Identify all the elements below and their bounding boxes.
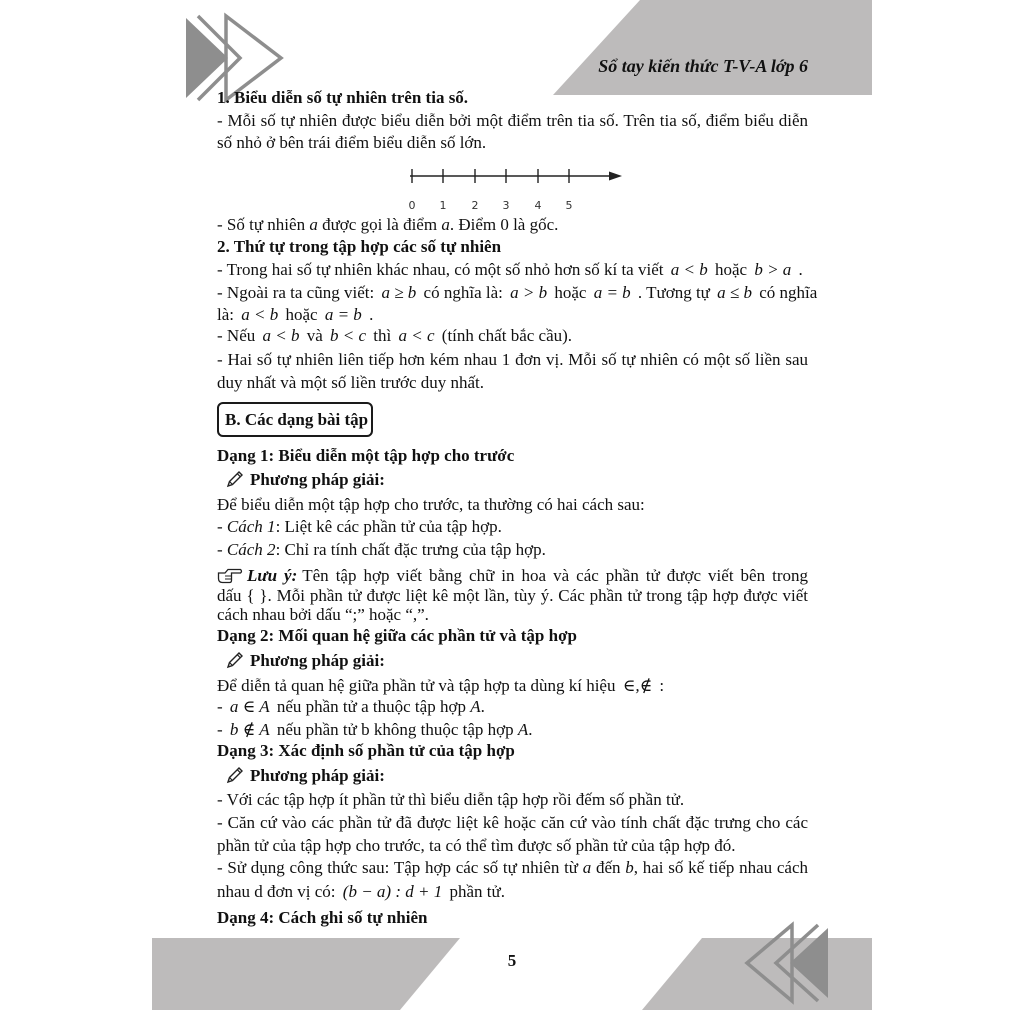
text-segment: : Liệt kê các phần tử của tập hợp. [275,517,502,536]
dang-1-heading: Dạng 1: Biểu diễn một tập hợp cho trước [217,446,515,465]
dang-1-method [226,469,817,491]
pointing-hand-icon [217,566,243,584]
text-segment: - [217,720,227,739]
part-b-title-box [217,402,373,437]
count-formula: (b − a) : d + 1 [342,882,443,901]
text-segment: được gọi là điểm [317,215,442,234]
part-b-title: B. Các dạng bài tập [225,410,369,429]
note-text: Tên tập hợp viết bằng chữ in hoa và các phần tử được viết bên trong [302,566,808,585]
dang-2-line [217,675,808,697]
text-segment: có nghĩa [754,283,818,302]
math-expression: b ∉ A [229,720,270,739]
method-label: Phương pháp giải: [250,470,385,489]
text-segment: . [528,720,533,739]
note-line: cách nhau bởi dấu “;” hoặc “,”. [217,605,429,624]
math-expression: a ≥ b [381,283,417,302]
text-segment: đến [591,858,626,877]
section-1-heading: 1. Biểu diễn số tự nhiên trên tia số. [217,88,469,107]
text-segment: . [794,260,803,279]
number-line-label: 2 [471,199,479,212]
math-expression: b < c [330,326,367,345]
math-variable: b [625,858,634,877]
section-2-line [217,282,818,304]
note-line: dấu { }. Mỗi phần tử được liệt kê một lần, tùy ý. Các phần tử trong tập hợp được viết [217,586,808,605]
text-segment: - Nếu [217,326,260,345]
section-2-heading: 2. Thứ tự trong tập hợp các số tự nhiên [217,237,502,256]
note-line [217,565,808,587]
dang-2-heading: Dạng 2: Mối quan hệ giữa các phần tử và tập hợp [217,626,577,645]
text-segment: hoặc [710,260,752,279]
text-segment: - Số tự nhiên [217,215,310,234]
dang-3-line: - Với các tập hợp ít phần tử thì biểu diễn tập hợp rồi đếm số phần tử. [217,790,685,809]
math-expression: a > b [510,283,548,302]
math-symbols: ∈,∉ [622,676,653,695]
method-label: Phương pháp giải: [250,766,385,785]
text-segment: - Ngoài ra ta cũng viết: [217,283,379,302]
text-segment: hoặc [281,305,322,324]
header-band [553,0,872,95]
number-line-label: 0 [408,199,416,212]
number-line-arrow [609,172,622,181]
math-expression: a ∈ A [229,697,270,716]
text-segment: - [217,517,227,536]
method-name: Cách 1 [226,517,276,536]
method-label: Phương pháp giải: [250,651,385,670]
dang-1-line [217,539,808,561]
text-segment: là: [217,305,239,324]
method-name: Cách 2 [226,540,276,559]
dang-3-line: - Căn cứ vào các phần tử đã được liệt kê hoặc căn cứ vào tính chất đặc trưng cho các [217,813,808,832]
dang-1-line: Để biểu diễn một tập hợp cho trước, ta thường có hai cách sau: [217,495,645,514]
header-title: Sổ tay kiến thức T-V-A lớp 6 [598,56,808,76]
footer-band-left [152,938,460,1010]
section-1-origin-line [217,214,808,236]
section-2-line: duy nhất và một số liền trước duy nhất. [217,373,485,392]
page-number: 5 [507,951,517,970]
dang-4-heading: Dạng 4: Cách ghi số tự nhiên [217,908,428,927]
text-segment: - Sử dụng công thức sau: Tập hợp các số tự nhiên từ [217,858,583,877]
dang-3-line [217,857,808,879]
pencil-icon [226,470,244,488]
text-segment: có nghĩa là: [419,283,508,302]
section-2-line: - Hai số tự nhiên liên tiếp hơn kém nhau 1 đơn vị. Mỗi số tự nhiên có một số liền sau [217,350,808,369]
text-segment: hoặc [550,283,591,302]
section-2-line [217,259,808,281]
pencil-icon [226,651,244,669]
text-segment: (tính chất bắc cầu). [437,326,573,345]
section-2-line [217,304,808,326]
text-segment: nhau d đơn vị có: [217,882,340,901]
dang-3-line [217,881,808,903]
text-segment: nếu phần tử a thuộc tập hợp [272,697,471,716]
dang-2-line [217,719,808,741]
dang-3-line: phần tử của tập hợp cho trước, ta có thể tìm được số phần tử của tập hợp đó. [217,836,736,855]
math-expression: a ≤ b [717,283,752,302]
text-segment: . [364,305,374,324]
text-segment: phần tử. [445,882,505,901]
section-1-paragraph-line: số nhỏ ở bên trái điểm biểu diễn số lớn. [217,133,487,152]
math-variable: a [582,858,592,877]
math-expression: a < c [398,326,435,345]
text-segment: : [655,676,665,695]
text-segment: thì [369,326,396,345]
math-variable: A [470,697,481,716]
math-expression: a < b [670,260,708,279]
dang-1-line [217,516,808,538]
text-segment: - Trong hai số tự nhiên khác nhau, có một số nhỏ hơn số kí ta viết [217,260,668,279]
footer-band-right [642,938,872,1010]
number-line [400,160,630,216]
text-segment: và [302,326,328,345]
dang-2-line [217,696,808,718]
dang-3-method [226,765,817,787]
math-variable: a [309,215,318,234]
note-label: Lưu ý: [247,566,298,585]
text-segment: nếu phần tử b không thuộc tập hợp [272,720,518,739]
math-variable: a [441,215,450,234]
math-expression: a = b [593,283,631,302]
number-line-label: 4 [534,199,542,212]
section-2-line [217,325,808,347]
dang-3-heading: Dạng 3: Xác định số phần tử của tập hợp [217,741,515,760]
math-variable: A [517,720,529,739]
math-expression: a = b [324,305,362,324]
dang-2-method [226,650,817,672]
pencil-icon [226,766,244,784]
text-segment: , hai số kế tiếp nhau cách [633,858,809,877]
text-segment: - [217,540,227,559]
number-line-label: 3 [502,199,510,212]
text-segment: . [480,697,485,716]
number-line-label: 5 [565,199,573,212]
math-expression: a < b [262,326,300,345]
section-1-paragraph-line: - Mỗi số tự nhiên được biểu diễn bởi một điểm trên tia số. Trên tia số, điểm biểu diễn [217,111,808,130]
text-segment: . Điểm 0 là gốc. [449,215,559,234]
text-segment: . Tương tự [633,283,715,302]
math-expression: b > a [754,260,792,279]
text-segment: : Chỉ ra tính chất đặc trưng của tập hợp. [275,540,546,559]
text-segment: Để diễn tả quan hệ giữa phần tử và tập hợp ta dùng kí hiệu [217,676,620,695]
number-line-label: 1 [439,199,447,212]
text-segment: - [217,697,227,716]
math-expression: a < b [241,305,279,324]
